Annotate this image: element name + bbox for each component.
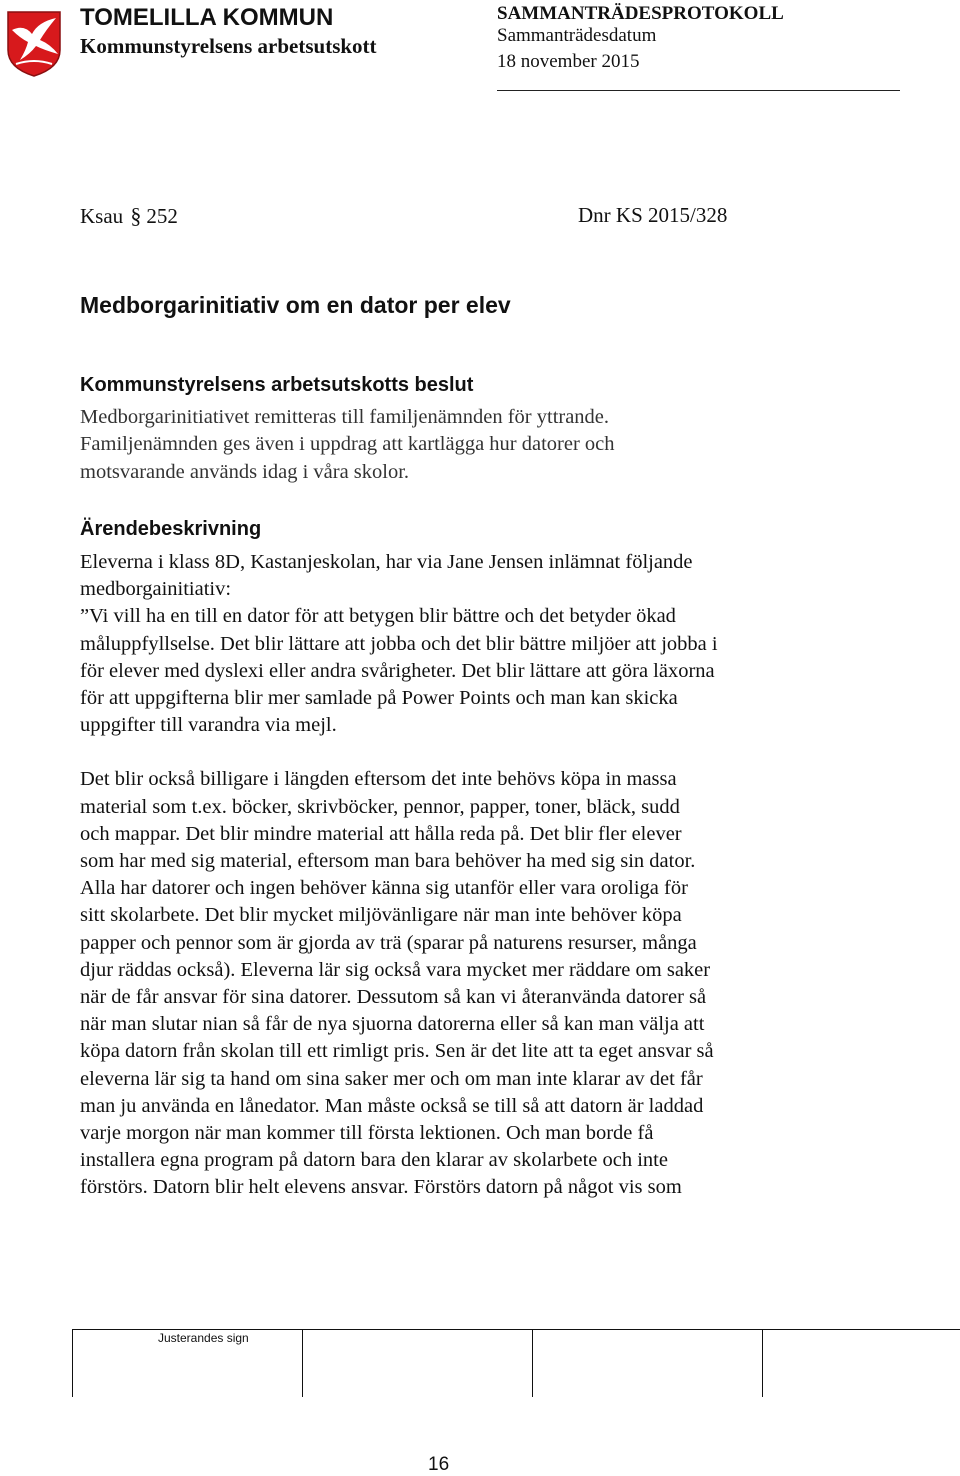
description-heading: Ärendebeskrivning xyxy=(80,518,262,540)
signature-cell xyxy=(532,1330,533,1397)
description-line: medborgainitiativ: xyxy=(80,578,232,601)
description-line: man ju använda en lånedator. Man måste också se till så att datorn är laddad xyxy=(80,1094,704,1117)
description-line: Alla har datorer och ingen behöver känna sig utanför eller vara oroliga för xyxy=(80,877,688,900)
description-line: Det blir också billigare i längden eftersom det inte behövs köpa in massa xyxy=(80,768,677,791)
description-line: installera egna program på datorn bara den klarar av skolarbete och inte xyxy=(80,1149,668,1172)
signature-cell xyxy=(302,1330,303,1397)
decision-line: Medborgarinitiativet remitteras till familjenämnden för yttrande. xyxy=(80,406,610,428)
description-line: sitt skolarbete. Det blir mycket miljövänligare när man inte behöver köpa xyxy=(80,904,682,927)
organization-name: TOMELILLA KOMMUN xyxy=(80,4,334,31)
decision-text xyxy=(80,404,780,486)
committee-name: Kommunstyrelsens arbetsutskott xyxy=(80,34,377,58)
decision-line: Familjenämnden ges även i uppdrag att kartlägga hur datorer och xyxy=(80,433,615,456)
description-line: papper och pennor som är gjorda av trä (sparar på naturens resurser, många xyxy=(80,931,697,954)
description-line: eleverna lär sig ta hand om sina saker mer och om man inte klarar av det får xyxy=(80,1067,703,1090)
coat-of-arms-bird-icon xyxy=(6,10,62,78)
description-line: när de får ansvar för sina datorer. Dessutom så kan vi återanvända datorer så xyxy=(80,986,707,1009)
description-line: för elever med dyslexi eller andra svårigheter. Det blir lättare att göra läxorna xyxy=(80,659,715,682)
paragraph-prefix: Ksau xyxy=(80,204,124,228)
decision-heading: Kommunstyrelsens arbetsutskotts beslut xyxy=(80,374,474,396)
description-line: djur räddas också). Eleverna lär sig också vara mycket mer räddare om saker xyxy=(80,958,711,981)
case-number: Dnr KS 2015/328 xyxy=(578,203,728,227)
paragraph-gap xyxy=(80,739,810,766)
description-line: när man slutar nian så får de nya sjuorna datorerna eller så kan man välja att xyxy=(80,1013,705,1036)
decision-line: motsvarande används idag i våra skolor. xyxy=(80,460,410,483)
paragraph-number: 252 xyxy=(146,204,178,228)
signature-cell xyxy=(72,1330,73,1397)
description-line: som har med sig material, eftersom man bara behöver ha med sig sin dator. xyxy=(80,850,696,873)
paragraph-reference xyxy=(80,203,178,229)
meeting-date-label: Sammanträdesdatum xyxy=(497,25,657,46)
header-divider xyxy=(497,90,900,91)
description-line: köpa datorn från skolan till ett rimligt pris. Sen är det lite att ta eget ansvar så xyxy=(80,1040,714,1063)
description-line: måluppfyllselse. Det blir lättare att jobba och det blir bättre miljöer att jobba i xyxy=(80,632,718,655)
description-line: material som t.ex. böcker, skrivböcker, pennor, papper, toner, bläck, sudd xyxy=(80,795,680,818)
page-number: 16 xyxy=(428,1454,450,1475)
description-line: Eleverna i klass 8D, Kastanjeskolan, har via Jane Jensen inlämnat följande xyxy=(80,551,693,573)
description-line: ”Vi vill ha en till en dator för att betygen blir bättre och det betyder ökad xyxy=(80,605,676,628)
case-title: Medborgarinitiativ om en dator per elev xyxy=(80,292,511,318)
description-body xyxy=(80,549,810,1202)
signature-cell xyxy=(762,1330,763,1397)
document-type: SAMMANTRÄDESPROTOKOLL xyxy=(497,3,784,24)
description-line: för att uppgifterna blir mer samlade på Power Points och man kan skicka xyxy=(80,687,678,710)
description-line: förstörs. Datorn blir helt elevens ansvar. Förstörs datorn på något vis som xyxy=(80,1176,682,1199)
paragraph-sign: § xyxy=(130,203,142,228)
description-line: och mappar. Det blir mindre material att hålla reda på. Det blir fler elever xyxy=(80,822,682,845)
description-line: uppgifter till varandra via mejl. xyxy=(80,714,337,737)
signature-label: Justerandes sign xyxy=(158,1331,249,1345)
meeting-date-value: 18 november 2015 xyxy=(497,51,640,72)
description-line: varje morgon när man kommer till första lektionen. Och man borde få xyxy=(80,1122,654,1145)
